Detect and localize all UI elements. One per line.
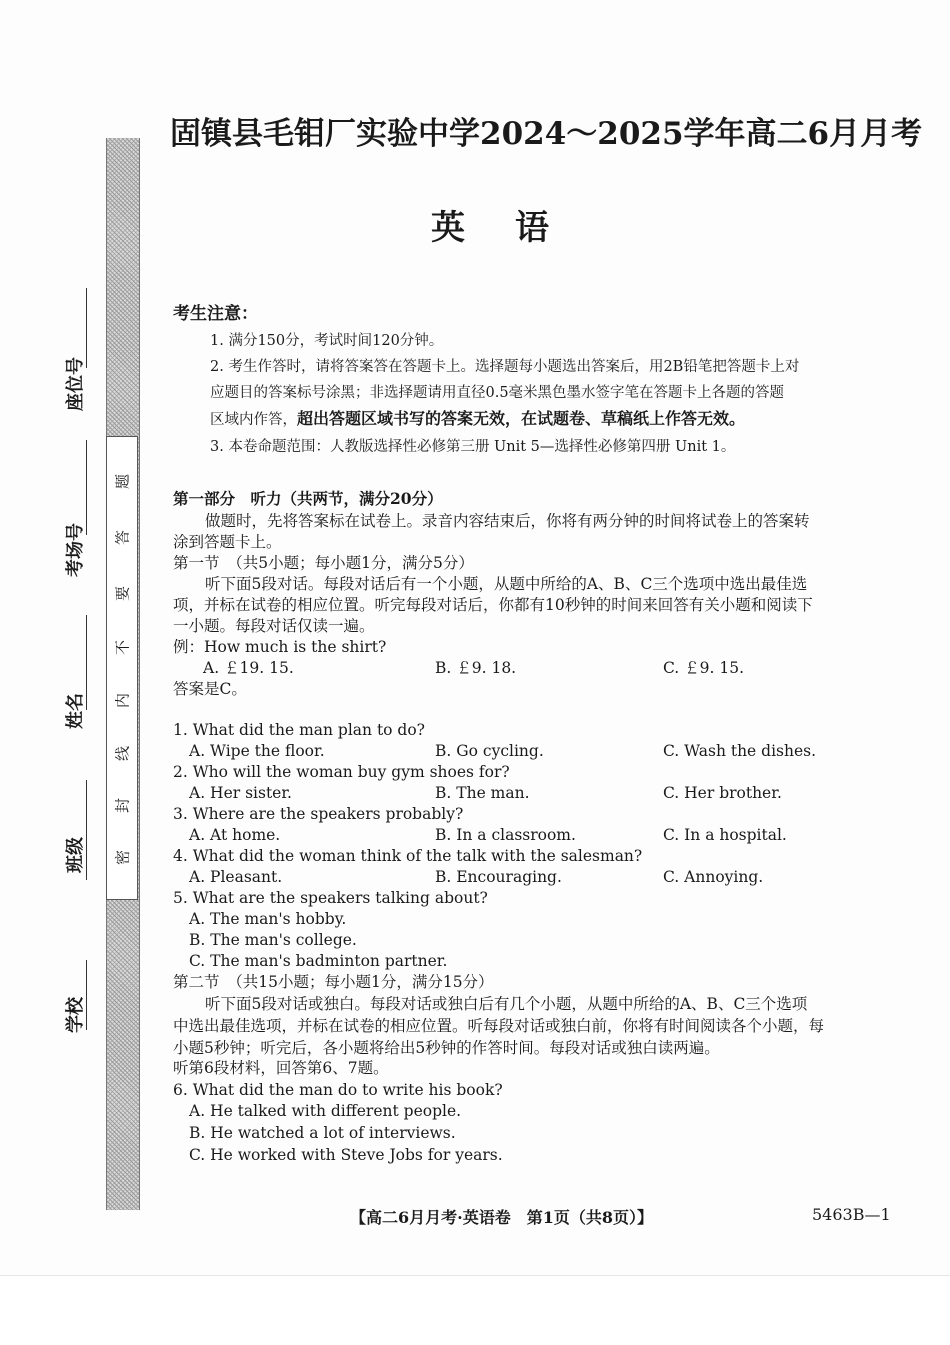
page-margin	[0, 1275, 950, 1345]
exam-room-label: 考场号	[65, 523, 86, 577]
option: C. Annoying.	[663, 868, 764, 886]
seal-char: 要	[113, 586, 132, 602]
option: A. Her sister.	[189, 784, 292, 802]
part-intro: 涂到答题卡上。	[173, 533, 282, 551]
seat-number-line[interactable]	[86, 288, 87, 368]
seal-char: 封	[113, 798, 132, 814]
option: C. The man's badminton partner.	[189, 952, 448, 970]
seal-char: 线	[113, 746, 132, 762]
option: A. Wipe the floor.	[189, 742, 325, 760]
part-heading: 第一部分 听力（共两节，满分20分）	[173, 489, 443, 508]
option: B. Go cycling.	[435, 742, 544, 760]
question: 4. What did the woman think of the talk with the salesman?	[173, 847, 643, 865]
seal-char: 内	[113, 693, 132, 709]
option: A. He talked with different people.	[189, 1102, 462, 1120]
option: A. At home.	[189, 826, 281, 844]
section-intro: 一小题。每段对话仅读一遍。	[173, 617, 375, 635]
notice-warning: 超出答题区域书写的答案无效，在试题卷、草稿纸上作答无效。	[297, 409, 746, 428]
notice-item	[210, 407, 890, 432]
option: C. He worked with Steve Jobs for years.	[189, 1146, 503, 1164]
question: 5. What are the speakers talking about?	[173, 889, 488, 907]
section-intro: 听下面5段对话或独白。每段对话或独白后有几个小题，从题中所给的A、B、C三个选项	[205, 995, 808, 1013]
option: B. ￡9. 18.	[435, 659, 517, 677]
notice-item: 2. 考生作答时，请将答案答在答题卡上。选择题每小题选出答案后，用2B铅笔把答题卡上对	[210, 359, 800, 375]
notice-heading: 考生注意：	[173, 304, 258, 324]
seat-number-label: 座位号	[65, 357, 86, 411]
seal-char: 答	[113, 530, 132, 546]
part-intro: 做题时，先将答案标在试卷上。录音内容结束后，你将有两分钟的时间将试卷上的答案转	[205, 512, 810, 530]
name-label: 姓名	[65, 693, 86, 729]
question: 6. What did the man do to write his book?	[173, 1081, 503, 1099]
paper-code: 5463B—1	[812, 1205, 891, 1224]
class-label: 班级	[65, 837, 86, 873]
question: 2. Who will the woman buy gym shoes for?	[173, 763, 510, 781]
seal-char: 题	[113, 474, 132, 490]
section-intro: 中选出最佳选项，并标在试卷的相应位置。听每段对话或独白前，你将有时间阅读各个小题，每	[173, 1017, 825, 1035]
option: C. Wash the dishes.	[663, 742, 817, 760]
seal-char: 不	[113, 640, 132, 656]
option: B. The man's college.	[189, 931, 357, 949]
section-intro: 听下面5段对话。每段对话后有一个小题，从题中所给的A、B、C三个选项中选出最佳选	[205, 575, 808, 593]
option-row	[173, 825, 903, 846]
exam-title: 固镇县毛钼厂实验中学2024～2025学年高二6月月考	[170, 116, 923, 152]
page-footer: 【高二6月月考·英语卷 第1页（共8页）】	[350, 1208, 653, 1227]
school-label: 学校	[65, 997, 86, 1033]
notice-item: 3. 本卷命题范围：人教版选择性必修第三册 Unit 5—选择性必修第四册 Unit 1。	[210, 439, 736, 455]
question: 1. What did the man plan to do?	[173, 721, 425, 739]
option: B. The man.	[435, 784, 530, 802]
notice-item: 1. 满分150分，考试时间120分钟。	[210, 333, 444, 349]
option: C. Her brother.	[663, 784, 782, 802]
seal-line-box	[106, 436, 138, 900]
option-row	[173, 741, 903, 762]
subject-title: 英语	[431, 208, 599, 248]
notice-item-text: 区域内作答，	[210, 412, 297, 428]
option: A. The man's hobby.	[189, 910, 347, 928]
section-heading: 第一节 （共5小题；每小题1分，满分5分）	[173, 554, 474, 572]
option-row	[173, 867, 903, 888]
option: B. He watched a lot of interviews.	[189, 1124, 456, 1142]
option: C. ￡9. 15.	[663, 659, 745, 677]
material-instruction: 听第6段材料，回答第6、7题。	[173, 1059, 389, 1077]
example-options	[173, 658, 903, 679]
option: C. In a hospital.	[663, 826, 787, 844]
option: B. Encouraging.	[435, 868, 562, 886]
seal-char: 密	[113, 850, 132, 866]
option-row	[173, 783, 903, 804]
section-heading: 第二节 （共15小题；每小题1分，满分15分）	[173, 973, 494, 991]
section-intro: 项，并标在试卷的相应位置。听完每段对话后，你都有10秒钟的时间来回答有关小题和阅读下	[173, 596, 813, 614]
example-question: 例：How much is the shirt?	[173, 638, 387, 656]
notice-item: 应题目的答案标号涂黑；非选择题请用直径0.5毫米黑色墨水签字笔在答题卡上各题的答题	[210, 385, 785, 401]
section-intro: 小题5秒钟；听完后，各小题将给出5秒钟的作答时间。每段对话或独白读两遍。	[173, 1039, 720, 1057]
example-answer: 答案是C。	[173, 680, 247, 698]
exam-room-line[interactable]	[86, 440, 87, 535]
option: A. Pleasant.	[189, 868, 283, 886]
question: 3. Where are the speakers probably?	[173, 805, 464, 823]
option: A. ￡19. 15.	[203, 659, 294, 677]
option: B. In a classroom.	[435, 826, 576, 844]
